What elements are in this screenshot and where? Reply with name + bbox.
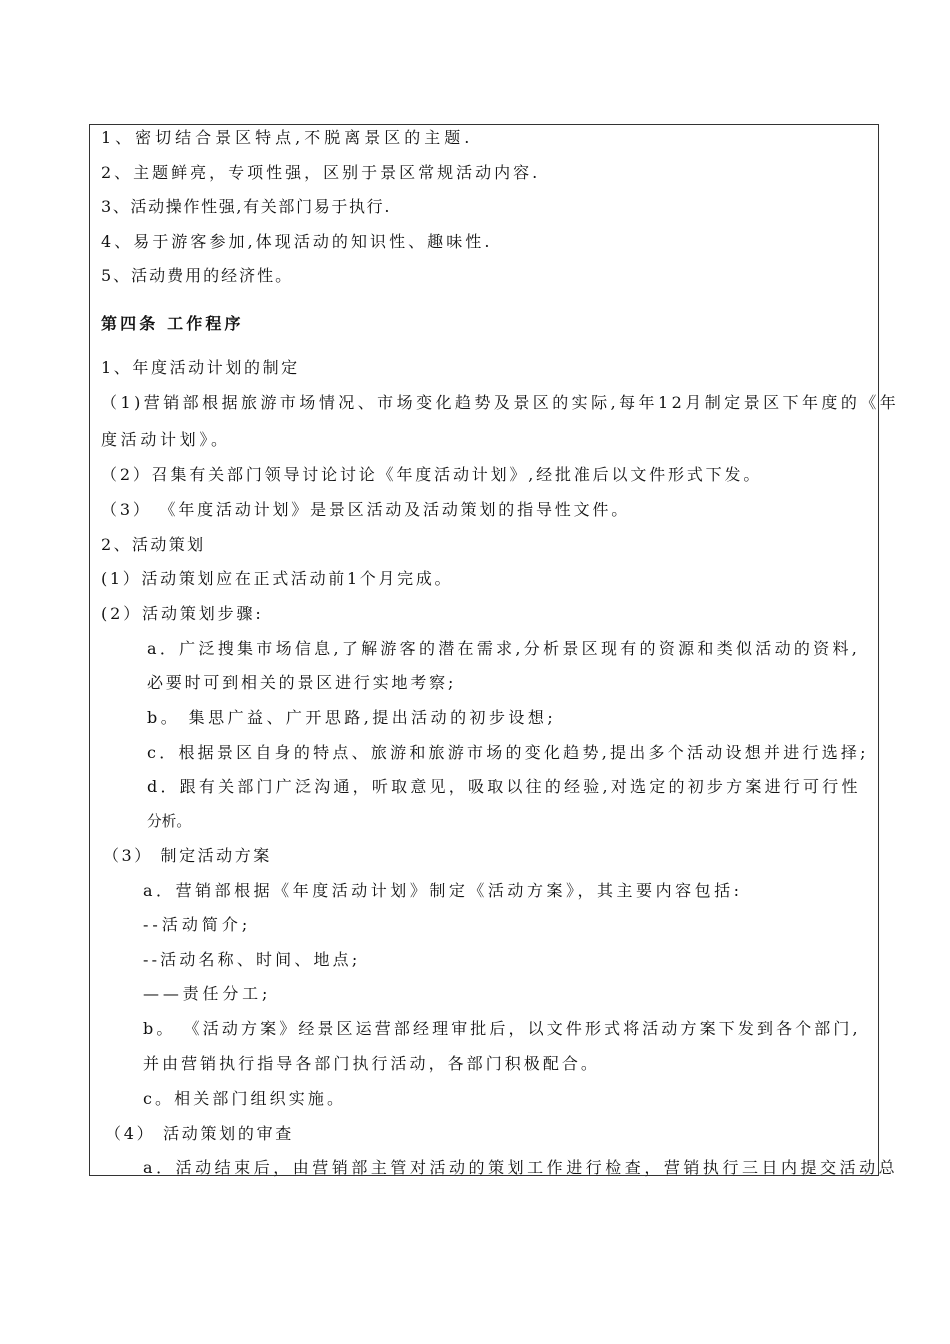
text-line: 并由营销执行指导各部门执行活动，各部门积极配合。 bbox=[143, 1054, 600, 1073]
text-line: ——责任分工; bbox=[143, 984, 272, 1003]
text-line: （1)营销部根据旅游市场情况、市场变化趋势及景区的实际,每年12月制定景区下年度的《年 bbox=[101, 393, 900, 412]
text-line: --活动简介; bbox=[143, 915, 252, 934]
section-heading: 第四条 工作程序 bbox=[101, 314, 244, 333]
text-line: 4、易于游客参加,体现活动的知识性、趣味性. bbox=[101, 232, 493, 251]
text-line: --活动名称、时间、地点; bbox=[143, 950, 361, 969]
text-line: 3、活动操作性强,有关部门易于执行. bbox=[101, 197, 392, 216]
text-line: c。相关部门组织实施。 bbox=[143, 1089, 347, 1108]
text-line: 1、年度活动计划的制定 bbox=[101, 358, 300, 377]
text-line: (2）活动策划步骤: bbox=[101, 604, 264, 623]
text-line: 1、密切结合景区特点,不脱离景区的主题. bbox=[101, 128, 474, 147]
text-line: （4） 活动策划的审查 bbox=[105, 1124, 294, 1143]
text-line: 分析。 bbox=[147, 813, 191, 830]
text-line: （3） 《年度活动计划》是景区活动及活动策划的指导性文件。 bbox=[101, 500, 631, 519]
text-line: c．根据景区自身的特点、旅游和旅游市场的变化趋势,提出多个活动设想并进行选择; bbox=[147, 743, 869, 762]
text-line: b。 集思广益、广开思路,提出活动的初步设想; bbox=[147, 708, 557, 727]
text-line: b。 《活动方案》经景区运营部经理审批后，以文件形式将活动方案下发到各个部门, bbox=[143, 1019, 861, 1038]
text-line: a．活动结束后，由营销部主管对活动的策划工作进行检查，营销执行三日内提交活动总 bbox=[143, 1158, 899, 1177]
text-line: d．跟有关部门广泛沟通，听取意见，吸取以往的经验,对选定的初步方案进行可行性 bbox=[147, 777, 861, 796]
text-line: （3） 制定活动方案 bbox=[103, 846, 272, 865]
text-line: (1）活动策划应在正式活动前1个月完成。 bbox=[101, 569, 454, 588]
text-line: 2、主题鲜亮，专项性强，区别于景区常规活动内容. bbox=[101, 163, 541, 182]
text-line: 2、活动策划 bbox=[101, 535, 206, 554]
text-line: 度活动计划》。 bbox=[101, 430, 231, 449]
text-line: a．营销部根据《年度活动计划》制定《活动方案》，其主要内容包括: bbox=[143, 881, 743, 900]
text-line: 必要时可到相关的景区进行实地考察; bbox=[147, 673, 457, 692]
text-line: 5、活动费用的经济性。 bbox=[101, 266, 294, 285]
text-line: a．广泛搜集市场信息,了解游客的潜在需求,分析景区现有的资源和类似活动的资料, bbox=[147, 639, 861, 658]
text-line: （2）召集有关部门领导讨论讨论《年度活动计划》,经批准后以文件形式下发。 bbox=[101, 465, 763, 484]
